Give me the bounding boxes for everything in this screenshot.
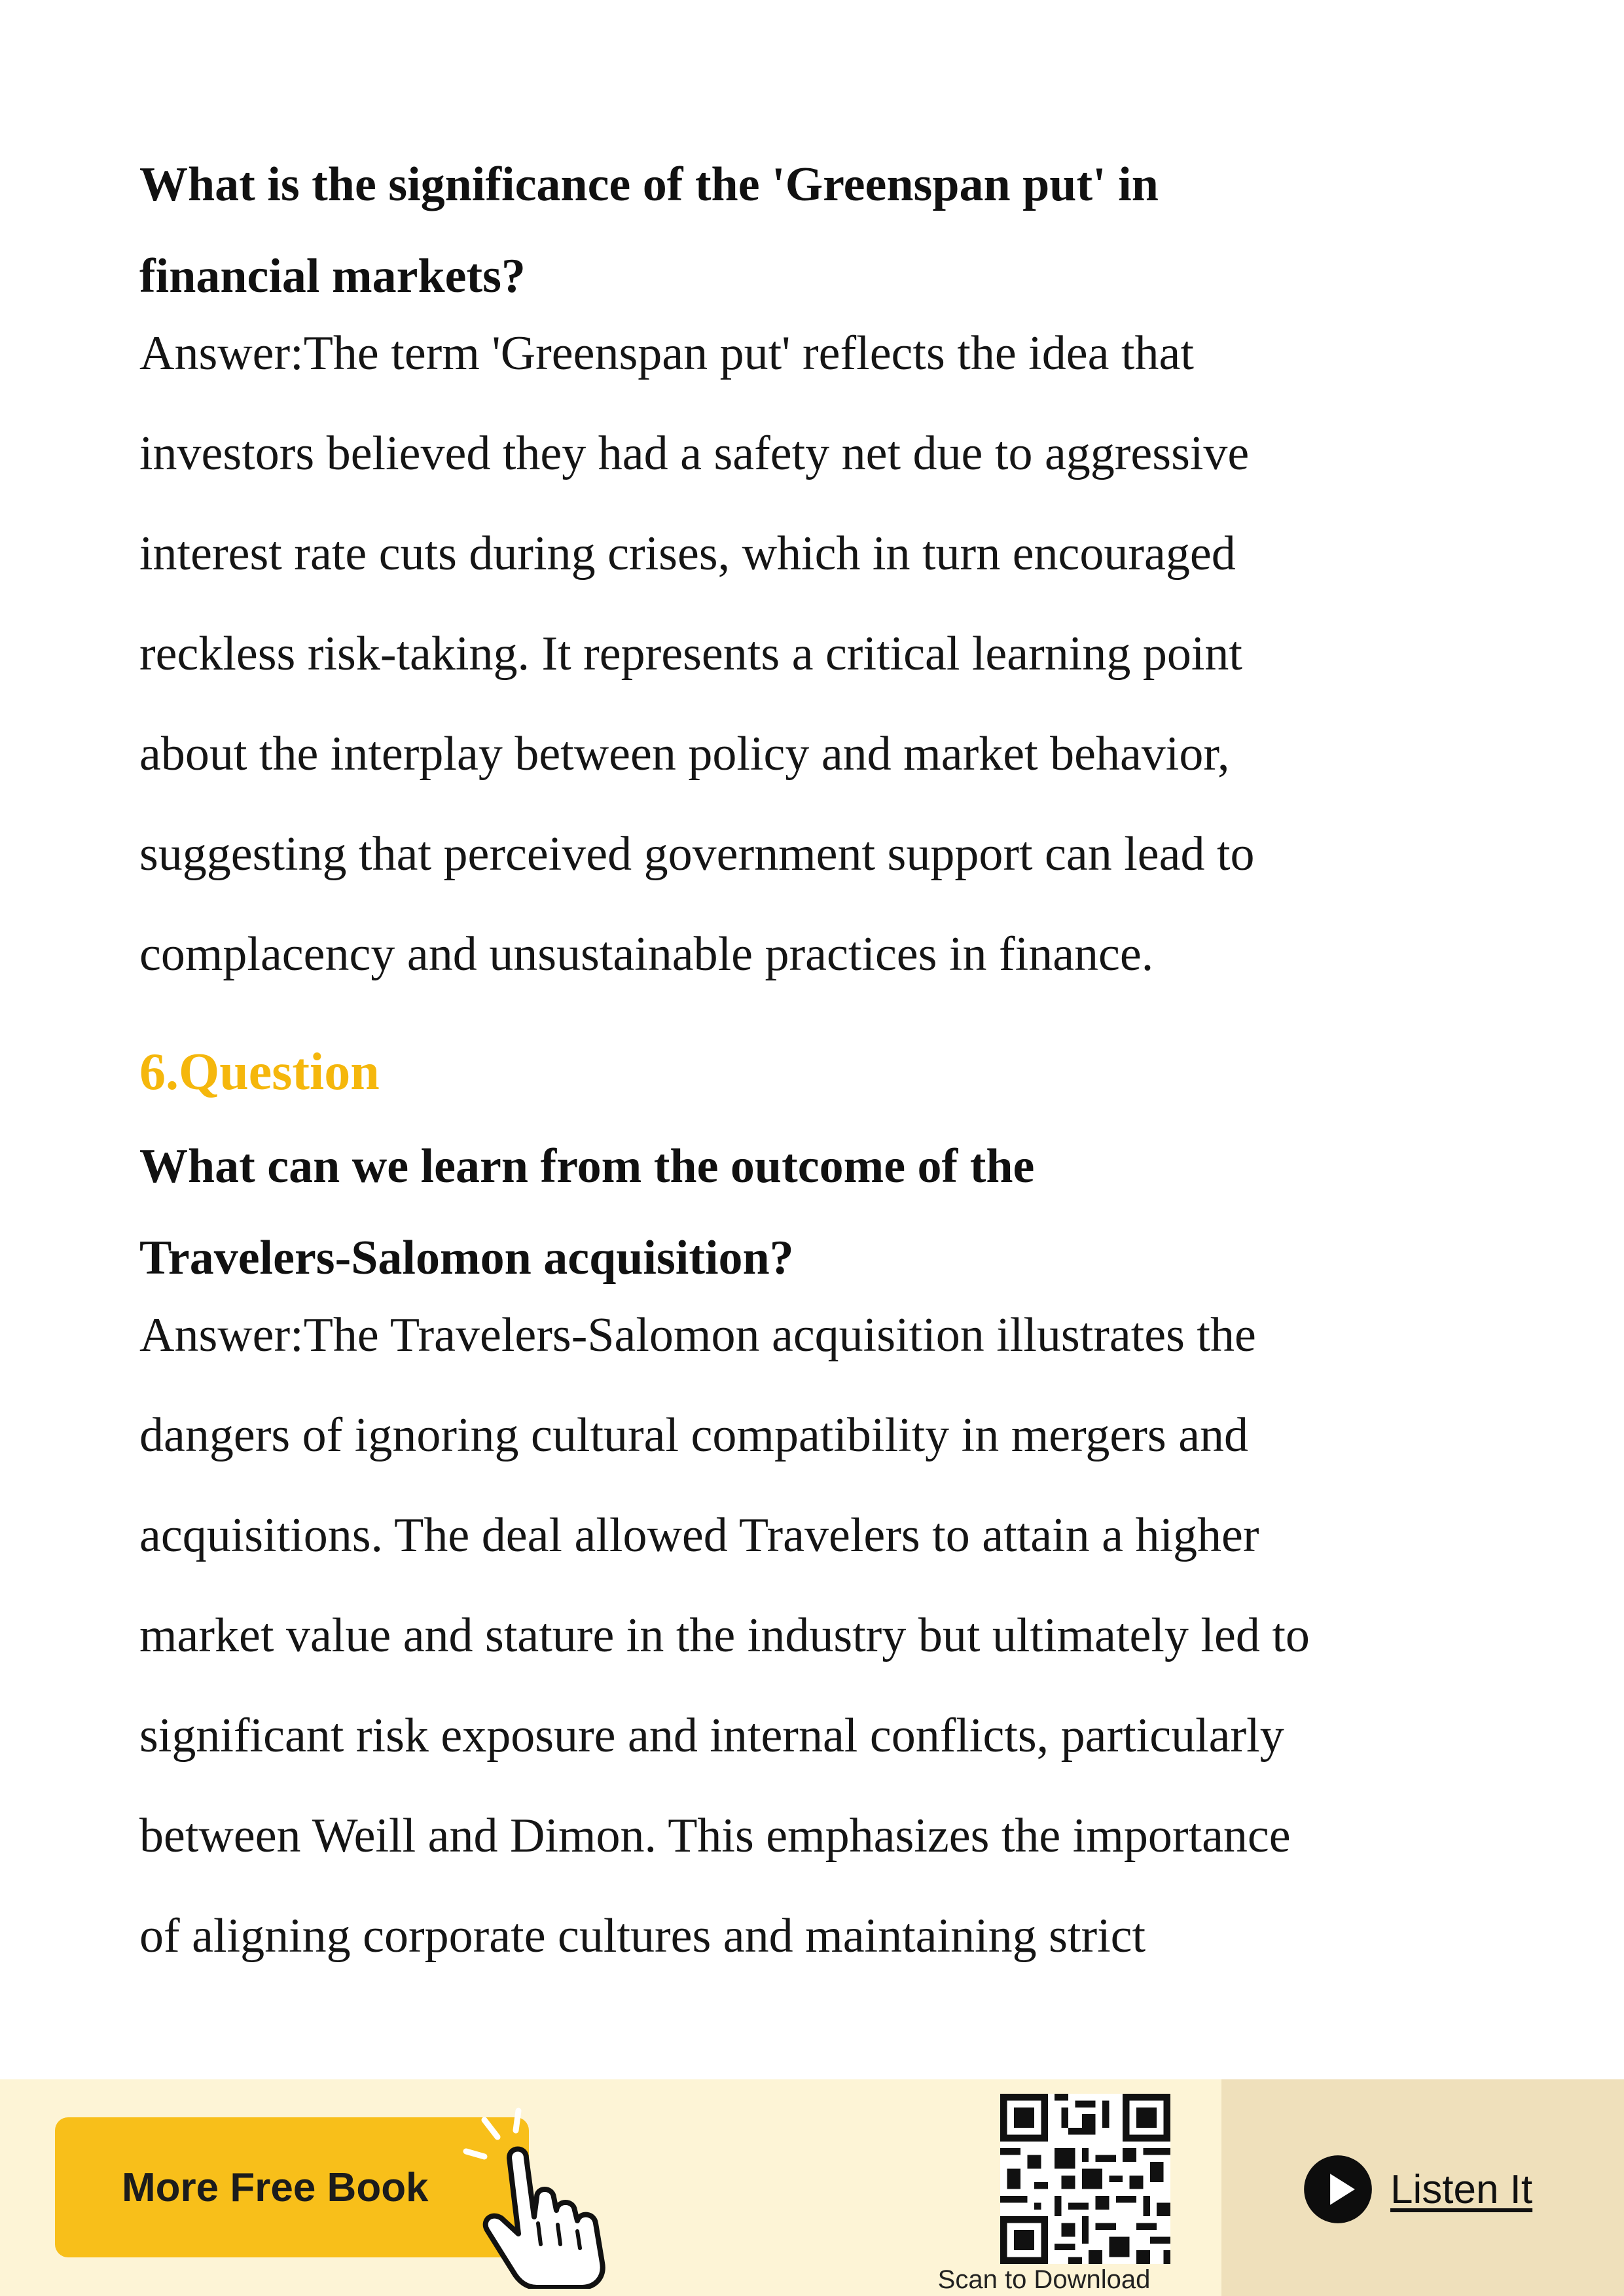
qr-code[interactable] (1000, 2094, 1170, 2264)
scan-to-download-label: Scan to Download (937, 2265, 1151, 2294)
answer-line: dangers of ignoring cultural compatibility in mergers and (139, 1408, 1249, 1462)
play-icon (1303, 2154, 1373, 2225)
question-title-line: Travelers-Salomon acquisition? (139, 1231, 794, 1285)
answer-line: acquisitions. The deal allowed Travelers to attain a higher (139, 1509, 1259, 1562)
answer-line: Answer:The term 'Greenspan put' reflects the idea that (139, 327, 1194, 380)
question-title-line: What is the significance of the 'Greenspan put' in (139, 158, 1159, 211)
answer-line: complacency and unsustainable practices in finance. (139, 927, 1154, 981)
answer-line: between Weill and Dimon. This emphasizes the importance (139, 1809, 1291, 1863)
answer-line: interest rate cuts during crises, which in turn encouraged (139, 527, 1236, 581)
answer-line: Answer:The Travelers-Salomon acquisition illustrates the (139, 1308, 1256, 1362)
question-number: 6.Question (139, 1043, 380, 1101)
question-title-line: financial markets? (139, 249, 526, 303)
answer-line: reckless risk-taking. It represents a critical learning point (139, 627, 1242, 681)
answer-line: of aligning corporate cultures and maintaining strict (139, 1909, 1146, 1963)
answer-line: suggesting that perceived government support can lead to (139, 827, 1255, 881)
answer-line: significant risk exposure and internal conflicts, particularly (139, 1709, 1284, 1763)
footer-banner (0, 2079, 1624, 2296)
answer-line: market value and stature in the industry but ultimately led to (139, 1609, 1310, 1662)
answer-line: about the interplay between policy and market behavior, (139, 727, 1230, 781)
answer-line: investors believed they had a safety net due to aggressive (139, 427, 1250, 480)
listen-it-button[interactable] (1303, 2154, 1532, 2225)
listen-it-label: Listen It (1390, 2166, 1533, 2212)
pointing-hand-icon (458, 2106, 628, 2289)
more-free-book-label: More Free Book (122, 2164, 429, 2210)
question-title-line: What can we learn from the outcome of the (139, 1139, 1035, 1193)
